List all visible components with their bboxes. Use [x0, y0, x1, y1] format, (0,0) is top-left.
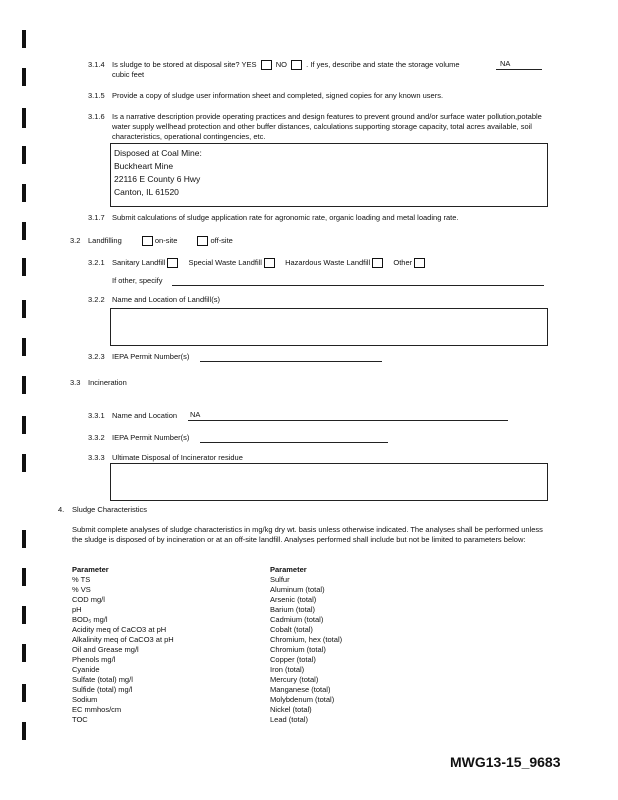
- section-number: 3.3.1: [88, 411, 105, 420]
- incinerator-residue-label: Ultimate Disposal of Incinerator residue: [112, 453, 243, 462]
- scan-mark: [22, 684, 26, 702]
- section-number: 3.2.2: [88, 295, 105, 304]
- special-waste-checkbox[interactable]: [264, 258, 275, 268]
- parameter-item: Lead (total): [270, 715, 308, 724]
- scan-mark: [22, 222, 26, 240]
- storage-volume-value: NA: [500, 59, 511, 68]
- parameter-item: Oil and Grease mg/l: [72, 645, 139, 654]
- section-number: 3.3: [70, 378, 81, 387]
- storage-question: [112, 60, 460, 70]
- on-site-label: on-site: [154, 236, 178, 245]
- storage-volume-unit: cubic feet: [112, 70, 145, 79]
- storage-volume-line: [496, 69, 542, 70]
- parameter-header: Parameter: [270, 565, 307, 574]
- document-id: MWG13-15_9683: [450, 754, 561, 770]
- parameter-item: % VS: [72, 585, 91, 594]
- scan-mark: [22, 30, 26, 48]
- off-site-checkbox[interactable]: [197, 236, 208, 246]
- parameter-item: Manganese (total): [270, 685, 331, 694]
- sludge-analysis-instruction: Submit complete analyses of sludge characteristics in mg/kg dry wt. basis unless otherwise indicated. The analyses shall be performed unless the sludge is disposed of by incineration or at an off-site landfill. Analyses performed shall include but not be limited to parameters below:: [72, 525, 543, 544]
- parameter-item: Mercury (total): [270, 675, 319, 684]
- on-site-checkbox[interactable]: [142, 236, 153, 246]
- parameter-item: Barium (total): [270, 605, 316, 614]
- scan-mark: [22, 416, 26, 434]
- parameter-list-right: [270, 565, 470, 725]
- parameter-item: Acidity meq of CaCO3 at pH: [72, 625, 167, 634]
- other-specify-label: If other, specify: [112, 276, 163, 285]
- yes-checkbox[interactable]: [261, 60, 272, 70]
- section-number: 3.1.5: [88, 91, 105, 100]
- parameter-item: Aluminum (total): [270, 585, 325, 594]
- parameter-item: Sodium: [72, 695, 98, 704]
- landfilling-label: Landfilling: [88, 236, 122, 245]
- parameter-list-left: [72, 565, 252, 725]
- parameter-item: TOC: [72, 715, 88, 724]
- answer-line: Canton, IL 61520: [114, 187, 179, 197]
- answer-line: 22116 E County 6 Hwy: [114, 174, 201, 184]
- scan-mark: [22, 644, 26, 662]
- off-site-label: off-site: [210, 236, 233, 245]
- landfill-name-box[interactable]: [110, 308, 548, 346]
- parameter-item: Sulfate (total) mg/l: [72, 675, 133, 684]
- other-label: Other: [393, 258, 413, 267]
- landfill-permit-label: IEPA Permit Number(s): [112, 352, 190, 361]
- landfill-name-label: Name and Location of Landfill(s): [112, 295, 220, 304]
- parameter-item: Sulfide (total) mg/l: [72, 685, 133, 694]
- section-number: 3.2.3: [88, 352, 105, 361]
- user-info-instruction: Provide a copy of sludge user information sheet and completed, signed copies for any known users.: [112, 91, 444, 100]
- no-label: NO: [275, 60, 287, 69]
- storage-question-text: Is sludge to be stored at disposal site? YES: [112, 60, 257, 69]
- section-number: 3.3.3: [88, 453, 105, 462]
- incinerator-residue-box[interactable]: [110, 463, 548, 501]
- scan-mark: [22, 146, 26, 164]
- scan-mark: [22, 184, 26, 202]
- parameter-item: Cyanide: [72, 665, 100, 674]
- incinerator-name-value: NA: [190, 410, 201, 419]
- landfilling-row: [88, 236, 233, 246]
- scan-mark: [22, 338, 26, 356]
- section-number: 3.2: [70, 236, 81, 245]
- parameter-item: Phenols mg/l: [72, 655, 116, 664]
- parameter-item: Cadmium (total): [270, 615, 324, 624]
- incinerator-name-line[interactable]: [188, 420, 508, 421]
- section-number: 3.1.7: [88, 213, 105, 222]
- incinerator-name-label: Name and Location: [112, 411, 178, 420]
- landfill-type-row: [112, 258, 427, 268]
- parameter-item: Molybdenum (total): [270, 695, 335, 704]
- hazardous-waste-label: Hazardous Waste Landfill: [285, 258, 371, 267]
- landfill-permit-line[interactable]: [200, 361, 382, 362]
- sanitary-landfill-checkbox[interactable]: [167, 258, 178, 268]
- scan-mark: [22, 568, 26, 586]
- hazardous-waste-checkbox[interactable]: [372, 258, 383, 268]
- section-number: 3.2.1: [88, 258, 105, 267]
- scan-mark: [22, 722, 26, 740]
- section-number: 4.: [58, 505, 65, 514]
- answer-line: Buckheart Mine: [114, 161, 174, 171]
- parameter-item: Cobalt (total): [270, 625, 313, 634]
- scan-mark: [22, 606, 26, 624]
- parameter-item: COD mg/l: [72, 595, 105, 604]
- scan-mark: [22, 454, 26, 472]
- scan-mark: [22, 376, 26, 394]
- sanitary-landfill-label: Sanitary Landfill: [112, 258, 166, 267]
- parameter-item: pH: [72, 605, 82, 614]
- parameter-item: Copper (total): [270, 655, 316, 664]
- scan-mark: [22, 258, 26, 276]
- scan-mark: [22, 300, 26, 318]
- parameter-item: Chromium, hex (total): [270, 635, 343, 644]
- special-waste-label: Special Waste Landfill: [188, 258, 262, 267]
- parameter-item: Sulfur: [270, 575, 290, 584]
- incinerator-permit-line[interactable]: [200, 442, 388, 443]
- parameter-header: Parameter: [72, 565, 109, 574]
- storage-question-tail: . If yes, describe and state the storage volume: [306, 60, 460, 69]
- incinerator-permit-label: IEPA Permit Number(s): [112, 433, 190, 442]
- section-number: 3.1.4: [88, 60, 105, 69]
- parameter-item: EC mmhos/cm: [72, 705, 122, 714]
- other-specify-line[interactable]: [172, 285, 544, 286]
- scan-mark: [22, 68, 26, 86]
- parameter-item: Nickel (total): [270, 705, 312, 714]
- parameter-item: Alkalinity meq of CaCO3 at pH: [72, 635, 174, 644]
- answer-line: Disposed at Coal Mine:: [114, 148, 202, 158]
- parameter-item: Arsenic (total): [270, 595, 317, 604]
- section-number: 3.1.6: [88, 112, 105, 121]
- scan-mark: [22, 530, 26, 548]
- parameter-item: BOD₅ mg/l: [72, 615, 108, 624]
- other-checkbox[interactable]: [414, 258, 425, 268]
- application-rate-instruction: Submit calculations of sludge application rate for agronomic rate, organic loading and metal loading rate.: [112, 213, 459, 222]
- narrative-instruction: Is a narrative description provide operating practices and design features to prevent ground and/or surface water pollution,potable water supply wellhead protection and other buffer distances, calculations supporting storage capacity, total acres available, soil characteristics, operational contingencies, etc.: [112, 112, 542, 141]
- incineration-label: Incineration: [88, 378, 127, 387]
- parameter-item: % TS: [72, 575, 91, 584]
- sludge-characteristics-title: Sludge Characteristics: [72, 505, 148, 514]
- scan-mark: [22, 108, 26, 128]
- parameter-item: Iron (total): [270, 665, 305, 674]
- parameter-item: Chromium (total): [270, 645, 326, 654]
- section-number: 3.3.2: [88, 433, 105, 442]
- no-checkbox[interactable]: [291, 60, 302, 70]
